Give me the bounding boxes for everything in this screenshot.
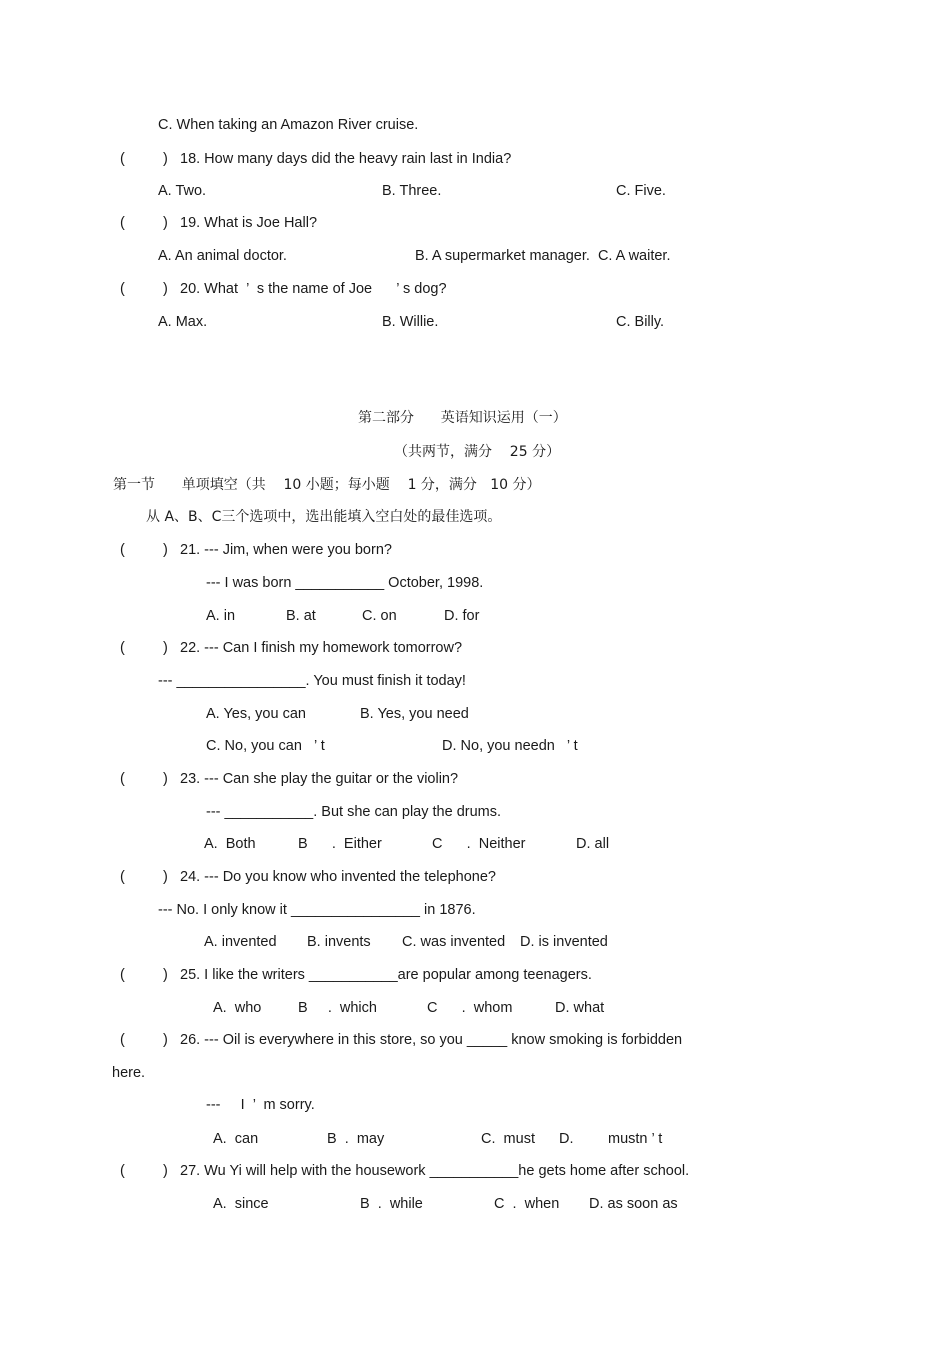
q21-question: 21. --- Jim, when were you born? bbox=[180, 542, 392, 558]
answer-paren-close: ) bbox=[163, 869, 168, 885]
q24-option-b: B. invents bbox=[307, 934, 371, 950]
answer-paren-open: ( bbox=[120, 215, 125, 231]
q26-question: 26. --- Oil is everywhere in this store, so you _____ know smoking is forbidden bbox=[180, 1032, 683, 1048]
q20-question: 20. What ’ s the name of Joe ’ s dog? bbox=[180, 281, 447, 297]
q25-option-b: B . which bbox=[298, 1000, 377, 1016]
answer-paren-open: ( bbox=[120, 967, 125, 983]
q26-reply: --- I ’ m sorry. bbox=[206, 1097, 315, 1113]
q18-question: 18. How many days did the heavy rain last in India? bbox=[180, 151, 512, 167]
q23-option-c: C . Neither bbox=[432, 836, 526, 852]
answer-paren-open: ( bbox=[120, 1163, 125, 1179]
q24-option-a: A. invented bbox=[204, 934, 277, 950]
answer-paren-open: ( bbox=[120, 151, 125, 167]
answer-paren-close: ) bbox=[163, 640, 168, 656]
answer-paren-close: ) bbox=[163, 1032, 168, 1048]
q22-option-c: C. No, you can ’ t bbox=[206, 738, 325, 754]
answer-paren-close: ) bbox=[163, 215, 168, 231]
q26-option-b: B . may bbox=[327, 1131, 385, 1147]
q26-option-d-letter: D. bbox=[559, 1131, 574, 1147]
q22-option-b: B. Yes, you need bbox=[360, 706, 469, 722]
q18-option-c: C. Five. bbox=[616, 183, 666, 199]
q27-option-d: D. as soon as bbox=[589, 1196, 678, 1212]
q22-reply: --- ________________. You must finish it today! bbox=[158, 673, 466, 689]
part-title: 第二部分 英语知识运用（一） bbox=[358, 410, 567, 426]
q26-option-d: mustn ’ t bbox=[608, 1131, 663, 1147]
q23-option-b: B . Either bbox=[298, 836, 382, 852]
q27-option-c: C . when bbox=[494, 1196, 560, 1212]
q25-option-d: D. what bbox=[555, 1000, 605, 1016]
q27-option-b: B . while bbox=[360, 1196, 423, 1212]
q25-question: 25. I like the writers ___________are popular among teenagers. bbox=[180, 967, 592, 983]
q18-option-a: A. Two. bbox=[158, 183, 207, 199]
q23-option-a: A. Both bbox=[204, 836, 256, 852]
q26-question-cont: here. bbox=[112, 1065, 146, 1081]
answer-paren-open: ( bbox=[120, 640, 125, 656]
answer-paren-open: ( bbox=[120, 771, 125, 787]
q20-option-a: A. Max. bbox=[158, 314, 208, 330]
q25-option-c: C . whom bbox=[427, 1000, 513, 1016]
q23-option-d: D. all bbox=[576, 836, 610, 852]
answer-paren-close: ) bbox=[163, 542, 168, 558]
q21-option-d: D. for bbox=[444, 608, 480, 624]
q24-option-c: C. was invented bbox=[402, 934, 506, 950]
q24-option-d: D. is invented bbox=[520, 934, 608, 950]
q19-question: 19. What is Joe Hall? bbox=[180, 215, 318, 231]
q22-question: 22. --- Can I finish my homework tomorrow? bbox=[180, 640, 463, 656]
q23-question: 23. --- Can she play the guitar or the violin? bbox=[180, 771, 459, 787]
q24-question: 24. --- Do you know who invented the telephone? bbox=[180, 869, 496, 885]
q22-option-d: D. No, you needn ’ t bbox=[442, 738, 578, 754]
answer-paren-close: ) bbox=[163, 151, 168, 167]
section-heading: 第一节 单项填空（共 10 小题；每小题 1 分，满分 10 分） bbox=[113, 477, 541, 493]
answer-paren-close: ) bbox=[163, 967, 168, 983]
section-instruction: 从 A、B、C三个选项中，选出能填入空白处的最佳选项。 bbox=[146, 509, 502, 525]
q19-option-bc: B. A supermarket manager. C. A waiter. bbox=[415, 248, 671, 264]
q21-option-a: A. in bbox=[206, 608, 236, 624]
answer-paren-open: ( bbox=[120, 281, 125, 297]
answer-paren-open: ( bbox=[120, 1032, 125, 1048]
q21-option-c: C. on bbox=[362, 608, 397, 624]
q20-option-b: B. Willie. bbox=[382, 314, 439, 330]
q21-option-b: B. at bbox=[286, 608, 316, 624]
part-subtitle: （共两节，满分 25 分） bbox=[394, 444, 561, 460]
q27-question: 27. Wu Yi will help with the housework ___________he gets home after school. bbox=[180, 1163, 690, 1179]
answer-paren-open: ( bbox=[120, 542, 125, 558]
q19-option-a: A. An animal doctor. bbox=[158, 248, 287, 264]
q18-option-b: B. Three. bbox=[382, 183, 442, 199]
q23-reply: --- ___________. But she can play the drums. bbox=[206, 804, 502, 820]
q26-option-c: C. must bbox=[481, 1131, 535, 1147]
answer-paren-open: ( bbox=[120, 869, 125, 885]
q21-reply: --- I was born ___________ October, 1998. bbox=[206, 575, 484, 591]
answer-paren-close: ) bbox=[163, 1163, 168, 1179]
q27-option-a: A. since bbox=[213, 1196, 269, 1212]
q17-option-c: C. When taking an Amazon River cruise. bbox=[158, 117, 419, 133]
q26-option-a: A. can bbox=[213, 1131, 259, 1147]
q25-option-a: A. who bbox=[213, 1000, 262, 1016]
q20-option-c: C. Billy. bbox=[616, 314, 665, 330]
answer-paren-close: ) bbox=[163, 281, 168, 297]
q22-option-a: A. Yes, you can bbox=[206, 706, 306, 722]
q24-reply: --- No. I only know it ________________ in 1876. bbox=[158, 902, 476, 918]
answer-paren-close: ) bbox=[163, 771, 168, 787]
